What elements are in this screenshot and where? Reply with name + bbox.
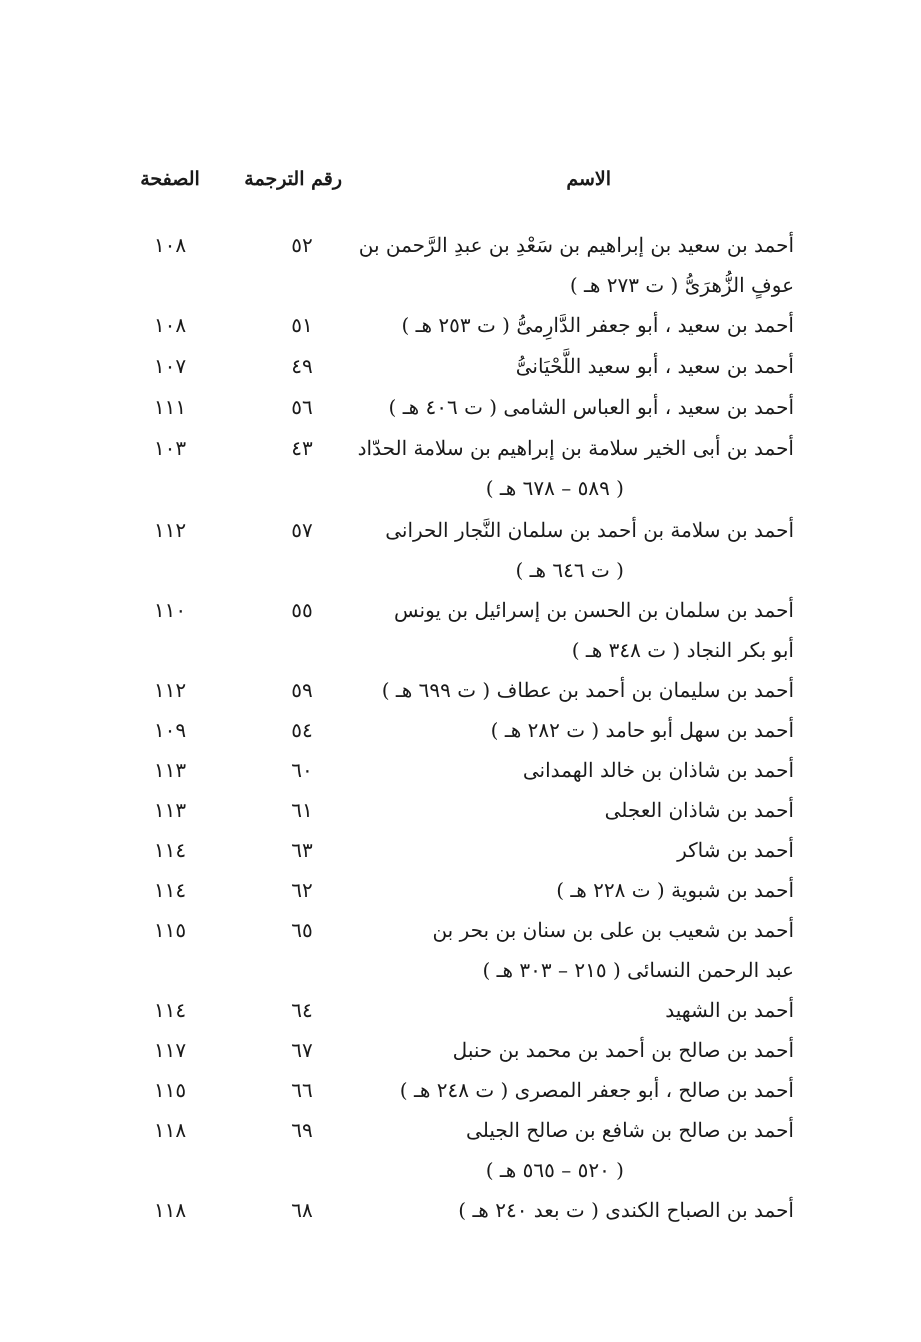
- entry-name: [374, 305, 794, 345]
- entry-name-line1: أحمد بن شبوية ( ت ٢٢٨ هـ ): [556, 878, 794, 902]
- entry-name: [374, 790, 794, 830]
- entry-page: ١١٥: [153, 918, 187, 942]
- entry-page: ١١٣: [153, 758, 187, 782]
- index-entry: [0, 910, 921, 982]
- entry-name-line1: أحمد بن الصباح الكندى ( ت بعد ٢٤٠ هـ ): [458, 1198, 794, 1222]
- entry-number: ٥٤: [291, 718, 313, 742]
- entry-name: [374, 387, 794, 427]
- entry-page: ١٠٣: [153, 436, 187, 460]
- entry-name-line1: أحمد بن سعيد ، أبو جعفر الدَّارِمىُّ ( ت ٢٥٣ هـ ): [401, 313, 794, 337]
- entry-page: ١١٢: [153, 678, 187, 702]
- entry-page: ١١١: [153, 395, 187, 419]
- entry-number: ٥٧: [291, 518, 313, 542]
- entry-name-line1: أحمد بن صالح بن أحمد بن محمد بن حنبل: [452, 1038, 794, 1062]
- index-entry: [0, 710, 921, 750]
- entry-name-line1: أحمد بن الشهيد: [665, 998, 794, 1022]
- entry-name-line2: عوفٍ الزُّهرَىُّ ( ت ٢٧٣ هـ ): [569, 273, 794, 297]
- entry-name: [374, 1190, 794, 1230]
- index-entry: [0, 590, 921, 662]
- entry-number: ٦٤: [291, 998, 313, 1022]
- entry-name: [374, 1110, 794, 1190]
- entry-number: ٦٠: [291, 758, 313, 782]
- index-entry: [0, 750, 921, 790]
- entry-name-line2: ( ٥٨٩ – ٦٧٨ هـ ): [485, 476, 624, 500]
- entry-name-line1: أحمد بن سعيد بن إبراهيم بن سَعْدِ بن عبدِ الرَّحمن بن: [358, 233, 794, 257]
- index-entry: [0, 1190, 921, 1230]
- entry-name-line1: أحمد بن سلامة بن أحمد بن سلمان النَّجار الحرانى: [385, 518, 794, 542]
- header-name: الاسم: [566, 168, 611, 190]
- entry-name-line1: أحمد بن سعيد ، أبو سعيد اللَّحْيَانىُّ: [515, 354, 794, 378]
- entry-number: ٤٩: [291, 354, 313, 378]
- entry-page: ١١٨: [153, 1198, 187, 1222]
- entry-number: ٥٩: [291, 678, 313, 702]
- entry-page: ١٠٧: [153, 354, 187, 378]
- entry-name: [374, 346, 794, 386]
- entry-number: ٦٣: [291, 838, 313, 862]
- entry-number: ٦٦: [291, 1078, 313, 1102]
- entry-name: [374, 510, 794, 590]
- entry-name: [374, 830, 794, 870]
- entry-name-line1: أحمد بن سهل أبو حامد ( ت ٢٨٢ هـ ): [490, 718, 794, 742]
- index-entry: [0, 990, 921, 1030]
- entry-number: ٥٥: [291, 598, 313, 622]
- entry-page: ١١٠: [153, 598, 187, 622]
- entry-number: ٤٣: [291, 436, 313, 460]
- entry-number: ٦٩: [291, 1118, 313, 1142]
- entry-name-line1: أحمد بن أبى الخير سلامة بن إبراهيم بن سلامة الحدّاد: [357, 436, 794, 460]
- entry-number: ٥٢: [291, 233, 313, 257]
- entry-number: ٦٥: [291, 918, 313, 942]
- entry-name: [374, 1030, 794, 1070]
- index-entry: [0, 305, 921, 345]
- entry-page: ١١٥: [153, 1078, 187, 1102]
- entry-name: [374, 1070, 794, 1110]
- index-entry: [0, 830, 921, 870]
- index-entry: [0, 510, 921, 582]
- entry-number: ٦٨: [291, 1198, 313, 1222]
- entry-page: ١٠٨: [153, 313, 187, 337]
- index-entry: [0, 428, 921, 500]
- header-number: رقم الترجمة: [244, 168, 342, 190]
- entry-name-line2: ( ت ٦٤٦ هـ ): [515, 558, 624, 582]
- index-entry: [0, 870, 921, 910]
- entry-page: ١١٢: [153, 518, 187, 542]
- entry-name-line1: أحمد بن سعيد ، أبو العباس الشامى ( ت ٤٠٦ هـ ): [388, 395, 794, 419]
- entry-name: [358, 225, 794, 305]
- entry-name: [374, 590, 794, 670]
- entry-name-line1: أحمد بن صالح بن شافع بن صالح الجيلى: [466, 1118, 794, 1142]
- entry-name-line1: أحمد بن صالح ، أبو جعفر المصرى ( ت ٢٤٨ هـ ): [399, 1078, 794, 1102]
- index-entry: [0, 1110, 921, 1182]
- index-entry: [0, 670, 921, 710]
- index-entry: [0, 225, 921, 297]
- entry-page: ١١٤: [153, 878, 187, 902]
- entry-name-line2: أبو بكر النجاد ( ت ٣٤٨ هـ ): [571, 638, 794, 662]
- entry-name-line1: أحمد بن سلمان بن الحسن بن إسرائيل بن يونس: [394, 598, 794, 622]
- entry-name: [374, 910, 794, 990]
- entry-name-line1: أحمد بن شاكر: [677, 838, 794, 862]
- entry-page: ١١٨: [153, 1118, 187, 1142]
- index-entry: [0, 1070, 921, 1110]
- entry-name: [374, 710, 794, 750]
- entry-number: ٦٧: [291, 1038, 313, 1062]
- entry-page: ١٠٨: [153, 233, 187, 257]
- entry-name-line2: عبد الرحمن النسائى ( ٢١٥ – ٣٠٣ هـ ): [482, 958, 794, 982]
- index-entry: [0, 346, 921, 386]
- entry-name-line2: ( ٥٢٠ – ٥٦٥ هـ ): [485, 1158, 624, 1182]
- entry-name-line1: أحمد بن شعيب بن على بن سنان بن بحر بن: [432, 918, 794, 942]
- index-entry: [0, 790, 921, 830]
- entry-number: ٥١: [291, 313, 313, 337]
- header-page: الصفحة: [140, 168, 200, 190]
- entry-name: [374, 870, 794, 910]
- entry-name-line1: أحمد بن سليمان بن أحمد بن عطاف ( ت ٦٩٩ هـ ): [381, 678, 794, 702]
- entry-name: [374, 990, 794, 1030]
- entry-name: [374, 750, 794, 790]
- entry-name: [374, 670, 794, 710]
- entry-number: ٥٦: [291, 395, 313, 419]
- entry-page: ١١٧: [153, 1038, 187, 1062]
- entry-number: ٦١: [291, 798, 313, 822]
- entry-page: ١١٣: [153, 798, 187, 822]
- index-entry: [0, 1030, 921, 1070]
- entry-page: ١١٤: [153, 838, 187, 862]
- entry-name-line1: أحمد بن شاذان العجلى: [604, 798, 794, 822]
- entry-name-line1: أحمد بن شاذان بن خالد الهمدانى: [522, 758, 794, 782]
- entry-page: ١٠٩: [153, 718, 187, 742]
- entry-number: ٦٢: [291, 878, 313, 902]
- entry-name: [357, 428, 794, 508]
- index-entry: [0, 387, 921, 427]
- entry-page: ١١٤: [153, 998, 187, 1022]
